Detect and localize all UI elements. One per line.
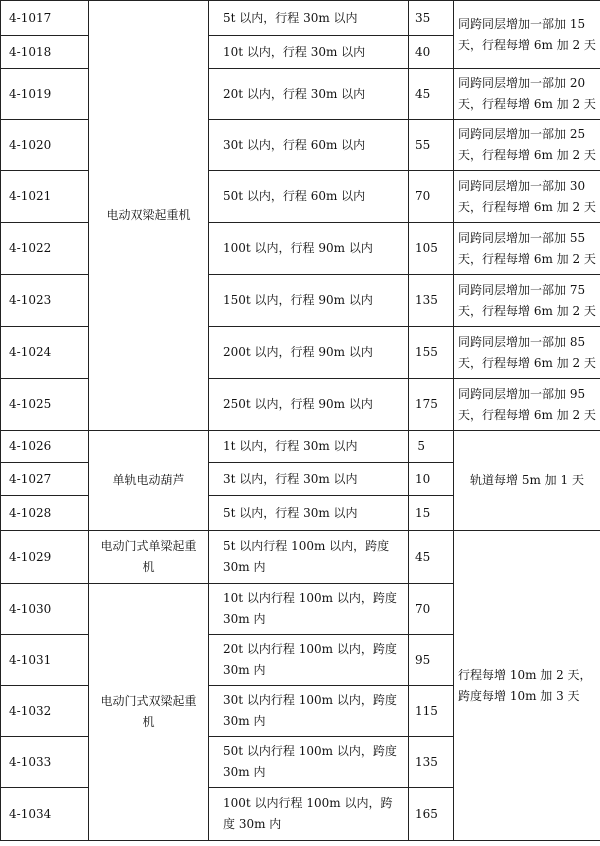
row-days: 45 [409,531,454,584]
row-spec: 30t 以内，行程 60m 以内 [209,120,409,171]
row-days: 55 [409,120,454,171]
row-code: 4-1022 [1,223,89,275]
row-note: 同跨同层增加一部加 25 天，行程每增 6m 加 2 天 [454,120,600,171]
row-code: 4-1034 [1,788,89,841]
row-note: 行程每增 10m 加 2 天，跨度每增 10m 加 3 天 [454,531,600,841]
row-days: 115 [409,686,454,737]
row-code: 4-1021 [1,171,89,223]
row-spec: 5t 以内，行程 30m 以内 [209,496,409,531]
row-code: 4-1032 [1,686,89,737]
row-code: 4-1025 [1,379,89,431]
row-note: 同跨同层增加一部加 30 天，行程每增 6m 加 2 天 [454,171,600,223]
row-days: 95 [409,635,454,686]
row-days: 135 [409,275,454,327]
row-days: 45 [409,69,454,120]
row-code: 4-1024 [1,327,89,379]
row-days: 105 [409,223,454,275]
row-days: 40 [409,36,454,69]
row-spec: 50t 以内行程 100m 以内，跨度 30m 内 [209,737,409,788]
row-days: 15 [409,496,454,531]
row-spec: 5t 以内行程 100m 以内，跨度 30m 内 [209,531,409,584]
row-days: 10 [409,463,454,496]
row-code: 4-1030 [1,584,89,635]
row-code: 4-1019 [1,69,89,120]
row-note: 轨道每增 5m 加 1 天 [454,431,600,531]
row-spec: 20t 以内行程 100m 以内，跨度 30m 内 [209,635,409,686]
row-spec: 30t 以内行程 100m 以内，跨度 30m 内 [209,686,409,737]
row-code: 4-1017 [1,1,89,36]
group-name-hoist: 单轨电动葫芦 [89,431,209,531]
row-spec: 100t 以内，行程 90m 以内 [209,223,409,275]
row-code: 4-1031 [1,635,89,686]
row-spec: 100t 以内行程 100m 以内，跨度 30m 内 [209,788,409,841]
row-days: 70 [409,171,454,223]
table-row [1,1,600,36]
row-note: 同跨同层增加一部加 75 天，行程每增 6m 加 2 天 [454,275,600,327]
row-code: 4-1028 [1,496,89,531]
row-note: 同跨同层增加一部加 20 天，行程每增 6m 加 2 天 [454,69,600,120]
row-spec: 20t 以内，行程 30m 以内 [209,69,409,120]
row-days: 165 [409,788,454,841]
row-code: 4-1033 [1,737,89,788]
row-spec: 200t 以内，行程 90m 以内 [209,327,409,379]
row-code: 4-1027 [1,463,89,496]
row-code: 4-1018 [1,36,89,69]
row-code: 4-1023 [1,275,89,327]
row-spec: 5t 以内，行程 30m 以内 [209,1,409,36]
row-days: 155 [409,327,454,379]
row-spec: 150t 以内，行程 90m 以内 [209,275,409,327]
row-days: 175 [409,379,454,431]
row-code: 4-1020 [1,120,89,171]
group-name-double-beam: 电动双梁起重机 [89,1,209,431]
row-days: 70 [409,584,454,635]
row-note: 同跨同层增加一部加 55 天，行程每增 6m 加 2 天 [454,223,600,275]
table-row [1,531,600,584]
group-name-gantry-single: 电动门式单梁起重机 [89,531,209,584]
row-days: 135 [409,737,454,788]
row-code: 4-1026 [1,431,89,463]
row-note: 同跨同层增加一部加 15 天，行程每增 6m 加 2 天 [454,1,600,69]
row-days: 5 [409,431,454,463]
row-spec: 250t 以内，行程 90m 以内 [209,379,409,431]
row-spec: 10t 以内，行程 30m 以内 [209,36,409,69]
table-row [1,431,600,463]
row-note: 同跨同层增加一部加 95 天，行程每增 6m 加 2 天 [454,379,600,431]
row-note: 同跨同层增加一部加 85 天，行程每增 6m 加 2 天 [454,327,600,379]
row-code: 4-1029 [1,531,89,584]
row-spec: 3t 以内，行程 30m 以内 [209,463,409,496]
row-spec: 50t 以内，行程 60m 以内 [209,171,409,223]
group-name-gantry-double: 电动门式双梁起重机 [89,584,209,841]
row-spec: 10t 以内行程 100m 以内，跨度 30m 内 [209,584,409,635]
row-days: 35 [409,1,454,36]
row-spec: 1t 以内，行程 30m 以内 [209,431,409,463]
